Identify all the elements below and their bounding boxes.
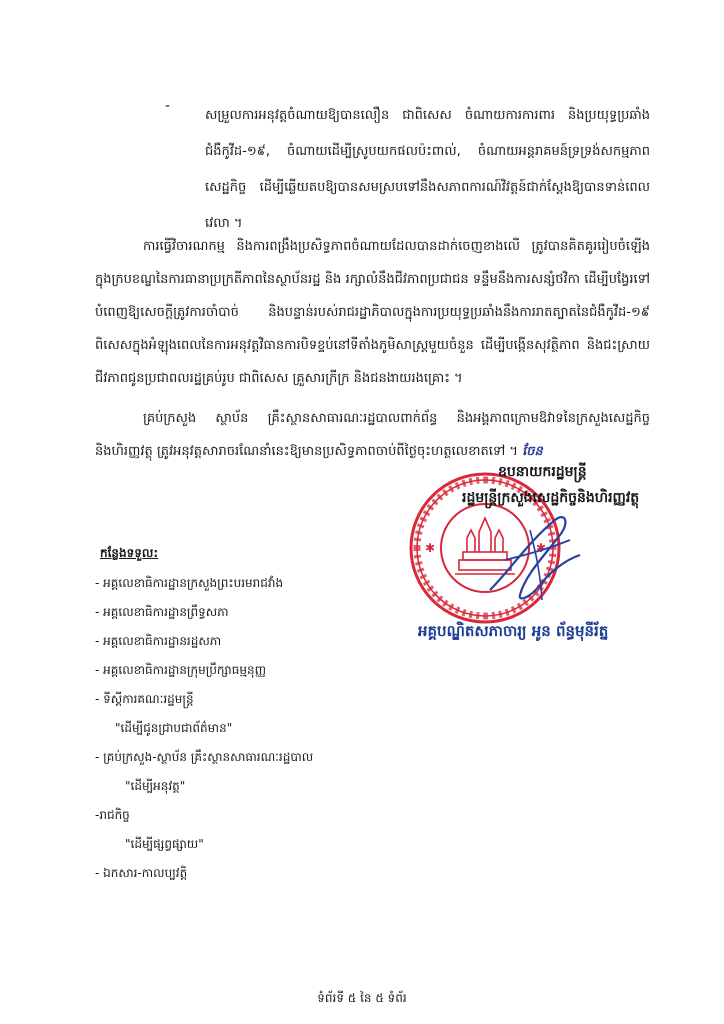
recipient-item: - អគ្គលេខាធិការដ្ឋានព្រឹទ្ធសភា (95, 605, 229, 619)
bullet-dash: - (165, 98, 171, 114)
recipient-note: "ដើម្បីជូនជ្រាបជាព័ត៌មាន" (115, 721, 233, 735)
recipients-title: កន្លែងទទួល: (100, 546, 159, 560)
recipient-item: - អគ្គលេខាធិការដ្ឋានក្រសួងព្រះបរមរាជវាំង (95, 576, 284, 590)
recipient-item: -រាជកិច្ច (95, 808, 130, 822)
svg-text:✱: ✱ (536, 541, 547, 555)
recipient-note: "ដើម្បីអនុវត្ត" (125, 779, 186, 793)
recipients-list (95, 543, 395, 888)
recipient-item: - ទីស្តីការគណៈរដ្ឋមន្ត្រី (95, 692, 194, 706)
svg-text:✱: ✱ (425, 541, 436, 555)
recipient-item: - អគ្គលេខាធិការដ្ឋានក្រុមប្រឹក្សាធម្មនុញ្ញ (95, 663, 267, 677)
body-paragraph-1: ការធ្វើវិចារណកម្ម និងការពង្រឹងប្រសិទ្ធភាពចំណាយដែលបានដាក់ចេញខាងលើ ត្រូវបានគិតគូររៀបចំឡើងក្នុងក្របខណ្ឌនៃការធានាប្រក្រតីភាពនៃស្ថាប័នរដ្ឋ និង រក្សាលំនឹងជីវភាពប្រជាជន ទន្ទឹមនឹងការសន្សំថវិកា ដើម្បីបង្វែរទៅបំពេញឱ្យសេចក្តីត្រូវការចាំបាច់ និងបន្ទាន់របស់រាជរដ្ឋាភិបាលក្នុងការប្រយុទ្ធប្រឆាំងនឹងការរាតត្បាតនៃជំងឺកូវីដ-១៩ ពិសេសក្នុងអំឡុងពេលនៃការអនុវត្តវិធានការបិទខ្ទប់នៅទីតាំងភូមិសាស្ត្រមួយចំនួន ដើម្បីបង្កើនសុវត្ថិភាព និងជះស្រាយជីវភាពជូនប្រជាពលរដ្ឋគ្រប់រូប ជាពិសេស គ្រួសារក្រីក្រ និងជនងាយរងគ្រោះ ។ (95, 239, 650, 386)
recipient-item: - គ្រប់ក្រសួង-ស្ថាប័ន គ្រឹះស្ថានសាធារណៈរដ្ឋបាល (95, 750, 314, 764)
signatory-name: អគ្គបណ្ឌិតសភាចារ្យ អូន ព័ន្ធមុនីរ័ត្ន (418, 622, 609, 640)
body-paragraph-2-text: គ្រប់ក្រសួង ស្ថាប័ន គ្រឹះស្ថានសាធារណៈរដ្ឋបាលពាក់ព័ន្ធ និងអង្គភាពក្រោមឱវាទនៃក្រសួងសេដ្ឋកិច្ចនិងហិរញ្ញវត្ថុ ត្រូវអនុវត្តសារាចរណែនាំនេះឱ្យមានប្រសិទ្ធភាពចាប់ពីថ្ងៃចុះហត្ថលេខាតទៅ ។ (95, 411, 650, 459)
signatory-title-line-2: រដ្ឋមន្ត្រីក្រសួងសេដ្ឋកិច្ចនិងហិរញ្ញវត្ថុ (462, 490, 640, 506)
recipient-note: "ដើម្បីផ្សព្វផ្សាយ" (125, 837, 204, 851)
page-number: ទំព័រទី ៥ នៃ ៥ ទំព័រ (317, 991, 407, 1005)
recipient-item: - ឯកសារ-កាលប្បវត្តិ (95, 866, 188, 880)
recipient-item: - អគ្គលេខាធិការដ្ឋានរដ្ឋសភា (95, 634, 222, 648)
body-paragraph-2 (95, 402, 650, 468)
signatory-title-line-1: ឧបនាយករដ្ឋមន្ត្រី (498, 464, 587, 480)
bullet-paragraph: សម្រួលការអនុវត្តចំណាយឱ្យបានលឿន ជាពិសេស ចំណាយការការពារ និងប្រយុទ្ធប្រឆាំងជំងឺកូវីដ-១៩, ចំណាយដើម្បីស្រូបយកផលប៉ះពាល់, ចំណាយអន្តរាគមន៍ទ្រទ្រង់សកម្មភាពសេដ្ឋកិច្ច ដើម្បីឆ្លើយតបឱ្យបានសមស្របទៅនឹងសភាពការណ៍វិវត្តន៍ជាក់ស្តែងឱ្យបានទាន់ពេលវេលា ។ (205, 108, 650, 231)
handwritten-signature (470, 500, 590, 610)
initial-mark: ចែន (522, 444, 543, 459)
